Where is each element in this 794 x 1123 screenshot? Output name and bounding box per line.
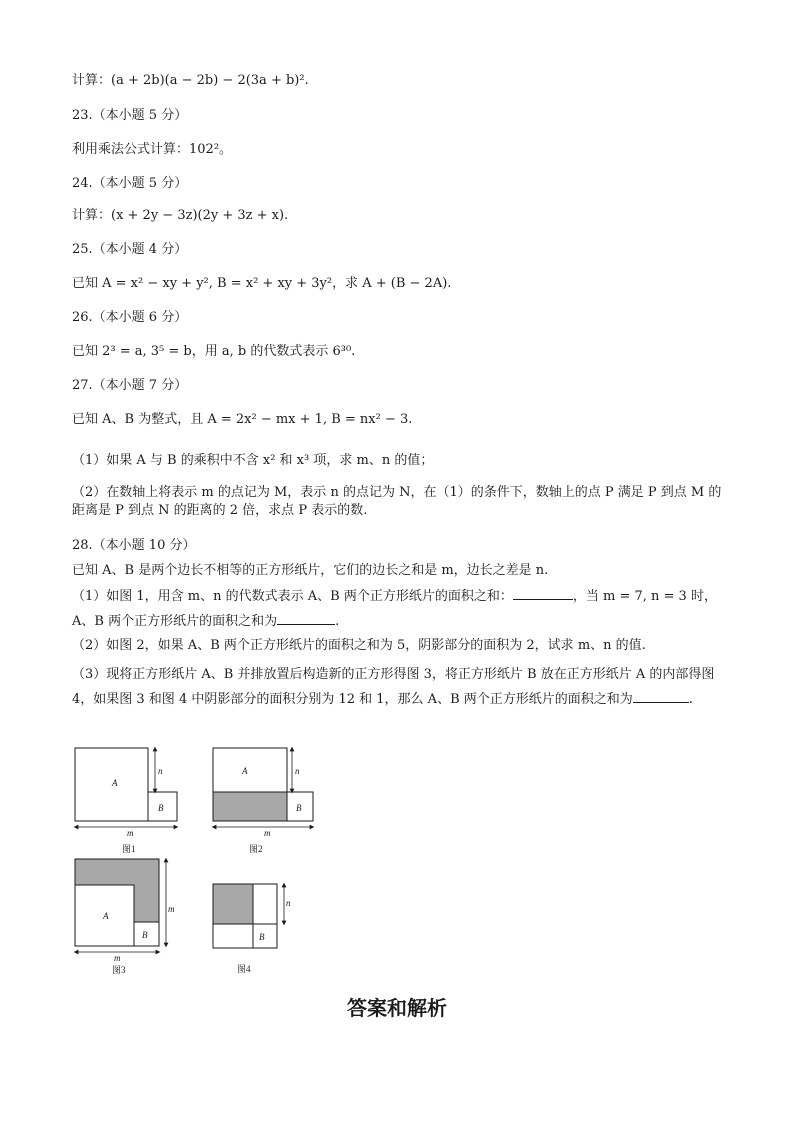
q26-heading: 26.（本小题 6 分） bbox=[72, 310, 188, 325]
q28-part1-line1 bbox=[72, 587, 717, 606]
answer-blank-3[interactable] bbox=[633, 690, 689, 703]
q23-heading: 23.（本小题 5 分） bbox=[72, 108, 188, 123]
label-m: m bbox=[264, 828, 271, 838]
q28-part1-text-a: （1）如图 1，用含 m、n 的代数式表示 A、B 两个正方形纸片的面积之和： bbox=[72, 589, 513, 604]
q28-part3-end: . bbox=[688, 692, 693, 707]
shaded-region bbox=[213, 792, 287, 821]
figure-3 bbox=[70, 856, 190, 980]
q27-heading: 27.（本小题 7 分） bbox=[72, 378, 188, 393]
q27-part2: （2）在数轴上将表示 m 的点记为 M，表示 n 的点记为 N，在（1）的条件下，数轴上的点 P 满足 P 到点 M 的距离是 P 到点 N 的距离的 2 倍，求点 P 表示的数. bbox=[72, 485, 722, 518]
caption-4: 图4 bbox=[237, 964, 251, 974]
label-b: B bbox=[296, 803, 302, 813]
label-a: A bbox=[103, 911, 109, 921]
section-title: 答案和解析 bbox=[347, 996, 447, 1020]
caption-1: 图1 bbox=[122, 844, 136, 854]
q28-part1-line2 bbox=[72, 612, 339, 631]
shaded-l-region bbox=[75, 859, 159, 922]
label-m-horizontal: m bbox=[114, 953, 121, 963]
label-m: m bbox=[127, 828, 134, 838]
q25-body: 已知 A = x² − xy + y², B = x² + xy + 3y²，求 A + (B − 2A). bbox=[72, 276, 452, 291]
q27-part1: （1）如果 A 与 B 的乘积中不含 x² 和 x³ 项，求 m、n 的值； bbox=[72, 453, 434, 468]
label-n: n bbox=[286, 898, 291, 908]
q28-part2: （2）如图 2，如果 A、B 两个正方形纸片的面积之和为 5，阴影部分的面积为 2，试求 m、n 的值. bbox=[72, 638, 646, 653]
label-a: A bbox=[242, 766, 248, 776]
q28-part1-text-b: ，当 m = 7, n = 3 时， bbox=[572, 589, 717, 604]
q28-part1-text-d: . bbox=[335, 614, 340, 629]
label-m-vertical: m bbox=[168, 904, 175, 914]
q24-body: 计算：(x + 2y − 3z)(2y + 3z + x). bbox=[72, 208, 289, 223]
q28-heading: 28.（本小题 10 分） bbox=[72, 538, 196, 553]
label-n: n bbox=[158, 766, 163, 776]
figure-2 bbox=[209, 744, 329, 856]
label-a: A bbox=[112, 778, 118, 788]
q28-part3-text: （3）现将正方形纸片 A、B 并排放置后构造新的正方形得图 3，将正方形纸片 B 放在正方形纸片 A 的内部得图 4，如果图 3 和图 4 中阴影部分的面积分别为 12 和 1，那么 A、B 两个正方形纸片的面积之和为 bbox=[72, 667, 715, 707]
q27-body: 已知 A、B 为整式，且 A = 2x² − mx + 1, B = nx² − 3. bbox=[72, 412, 413, 427]
label-b: B bbox=[158, 803, 164, 813]
answer-blank-2[interactable] bbox=[277, 612, 335, 625]
shaded-square bbox=[213, 884, 253, 924]
square-a bbox=[213, 748, 287, 792]
caption-3: 图3 bbox=[112, 965, 126, 975]
q26-body: 已知 2³ = a, 3⁵ = b，用 a, b 的代数式表示 6³⁰. bbox=[72, 344, 356, 359]
answer-blank-1[interactable] bbox=[513, 587, 573, 600]
q22-expression: 计算：(a + 2b)(a − 2b) − 2(3a + b)². bbox=[72, 73, 309, 88]
caption-2: 图2 bbox=[249, 844, 263, 854]
q28-body: 已知 A、B 是两个边长不相等的正方形纸片，它们的边长之和是 m，边长之差是 n. bbox=[72, 563, 549, 578]
figure-4 bbox=[209, 880, 309, 980]
q24-heading: 24.（本小题 5 分） bbox=[72, 176, 188, 191]
q28-part1-text-c: A、B 两个正方形纸片的面积之和为 bbox=[72, 614, 278, 629]
q28-part3 bbox=[72, 662, 722, 712]
q25-heading: 25.（本小题 4 分） bbox=[72, 242, 188, 257]
label-b: B bbox=[142, 930, 148, 940]
q23-body: 利用乘法公式计算：102²。 bbox=[72, 142, 233, 157]
label-b: B bbox=[259, 932, 265, 942]
figure-1 bbox=[70, 744, 190, 856]
label-n: n bbox=[295, 766, 300, 776]
